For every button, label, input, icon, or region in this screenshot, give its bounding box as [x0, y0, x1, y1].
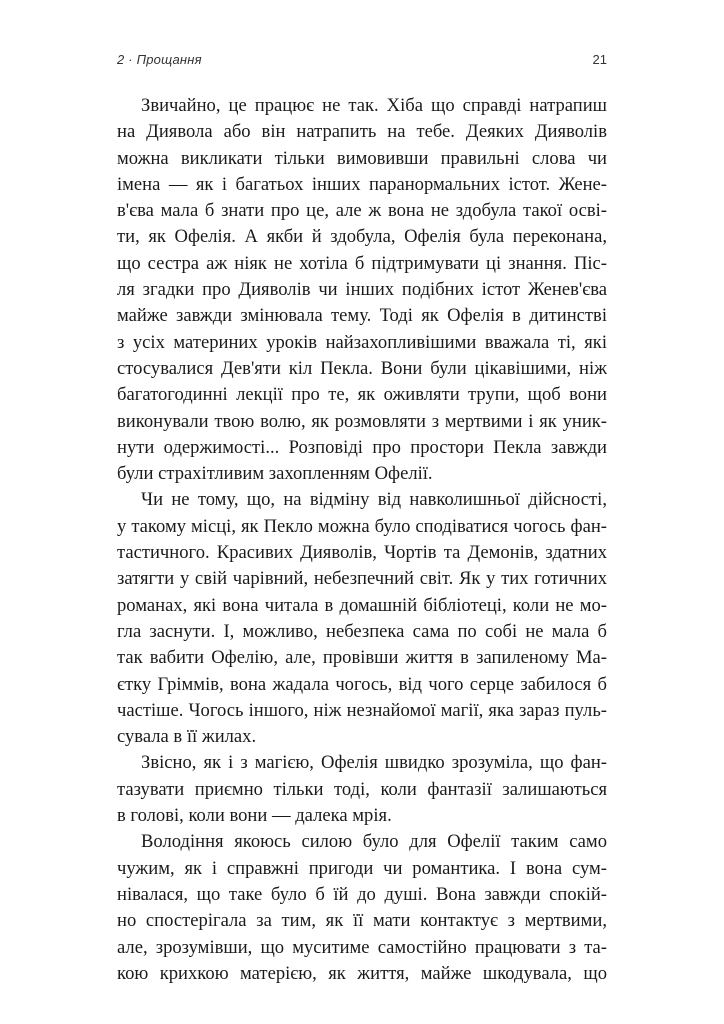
text-line: у такому місці, як Пекло можна було сподіватися чогось фан-: [117, 515, 607, 537]
text-line: Чи не тому, що, на відміну від навколишньої дійсності,: [141, 489, 607, 511]
text-line: тастичного. Красивих Дияволів, Чортів та Демонів, здатних: [117, 542, 607, 564]
text-line: частіше. Чогось іншого, ніж незнайомої магії, яка зараз пуль-: [117, 699, 607, 721]
text-line: майже завжди змінювала тему. Тоді як Офелія в дитинстві: [117, 305, 607, 327]
text-line: що сестра аж ніяк не хотіла б підтримувати ці знання. Піс-: [117, 252, 607, 274]
chapter-title: 2 · Прощання: [117, 52, 202, 67]
text-line: виконували твою волю, як розмовляти з мертвими і як уник-: [117, 410, 607, 432]
text-line: Звичайно, це працює не так. Хіба що справді натрапиш: [141, 95, 607, 116]
text-line: в'єва мала б знати про це, але ж вона не здобула такої осві-: [117, 200, 607, 222]
text-line: багатогодинні лекції про те, як оживляти трупи, щоб вони: [117, 384, 607, 406]
running-head: [117, 52, 607, 72]
text-line: Звісно, як і з магією, Офелія швидко зрозуміла, що фан-: [141, 752, 607, 774]
text-line: але, зрозумівши, що муситиме самостійно працювати з та-: [117, 936, 607, 958]
paragraph: [117, 829, 607, 987]
body-text: [117, 93, 607, 987]
text-line: чужим, як і справжні пригоди чи романтика. І вона сум-: [117, 857, 607, 879]
text-line: на Диявола або він натрапить на тебе. Деяких Дияволів: [117, 121, 607, 143]
text-line: нути одержимості... Розповіді про простори Пекла завжди: [117, 436, 607, 458]
text-line: були страхітливим захопленням Офелії.: [117, 463, 433, 485]
text-line: нівалася, що таке було б їй до душі. Вона завжди спокій-: [117, 883, 607, 905]
text-line: гла заснути. І, можливо, небезпека сама по собі не мала б: [117, 620, 607, 642]
paragraph: [117, 93, 607, 487]
text-line: імена — як і багатьох інших паранормальних істот. Жене-: [117, 173, 607, 195]
text-line: ля згадки про Дияволів чи інших подібних істот Женев'єва: [117, 279, 607, 301]
text-line: можна викликати тільки вимовивши правильні слова чи: [117, 147, 607, 169]
paragraph: [117, 487, 607, 750]
paragraph: [117, 750, 607, 829]
text-line: но спостерігала за тим, як її мати контактує з мертвими,: [117, 910, 607, 932]
text-line: так вабити Офелію, але, провівши життя в запиленому Ма-: [117, 647, 607, 669]
text-line: тазувати приємно тільки тоді, коли фантазії залишаються: [117, 778, 607, 800]
page-number: 21: [592, 52, 607, 67]
text-line: романах, які вона читала в домашній бібліотеці, коли не мо-: [117, 594, 607, 616]
text-line: кою крихкою матерією, як життя, майже шкодувала, що: [117, 962, 607, 984]
text-line: з усіх материних уроків найзахопливішими вважала ті, які: [117, 331, 607, 353]
text-line: єтку Гріммів, вона жадала чогось, від чого серце забилося б: [117, 673, 607, 695]
text-line: в голові, коли вони — далека мрія.: [117, 805, 392, 827]
text-line: затягти у свій чарівний, небезпечний світ. Як у тих готичних: [117, 568, 607, 590]
text-line: сувала в її жилах.: [117, 726, 257, 748]
text-line: Володіння якоюсь силою було для Офелії таким само: [141, 831, 607, 853]
text-line: стосувалися Дев'яти кіл Пекла. Вони були цікавішими, ніж: [117, 357, 607, 379]
text-line: ти, як Офелія. А якби й здобула, Офелія була переконана,: [117, 226, 607, 248]
